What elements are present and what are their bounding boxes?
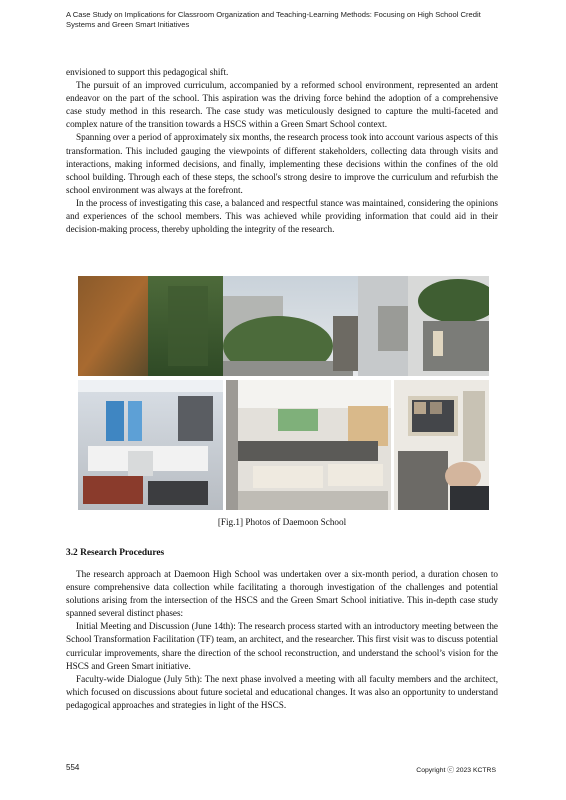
photo-collage [78, 276, 489, 510]
paragraph: Faculty-wide Dialogue (July 5th): The next phase involved a meeting with all faculty members and the architect, which focused on discussions about future societal and educational changes. It was also an opportunity to understand pedagogical approaches and strategies in light of the HSCS. [66, 673, 498, 710]
copyright-notice: Copyright ⓒ 2023 KCTRS [416, 767, 496, 774]
page-number: 554 [66, 763, 80, 772]
body-text-top [66, 66, 498, 236]
school-photos-figure [78, 276, 489, 510]
section-heading: 3.2 Research Procedures [66, 548, 165, 558]
figure-caption: [Fig.1] Photos of Daemoon School [217, 517, 347, 527]
paragraph: In the process of investigating this case, a balanced and respectful stance was maintained, considering the opinions and experiences of the school members. This was achieved while providing information that could aid in their decision-making process, thereby upholding the integrity of the research. [66, 197, 498, 235]
body-text-bottom [66, 568, 498, 712]
running-header: A Case Study on Implications for Classroom Organization and Teaching-Learning Methods: Focusing on High School Credit Systems and Green Smart Initiatives [66, 10, 481, 29]
smart-classroom-photo [394, 380, 489, 510]
exterior-photo [78, 276, 489, 376]
paragraph: The pursuit of an improved curriculum, accompanied by a reformed school environment, represented an ardent endeavor on the part of the school. This aspiration was the driving force behind the adoption of a comprehensive case study method in this research. The case study was meticulously designed to capture the multi-faceted and complex nature of the transition towards a HSCS within a Green Smart School context. [66, 80, 498, 130]
paragraph: envisioned to support this pedagogical shift. [66, 67, 229, 77]
music-room-photo [78, 380, 223, 510]
paragraph: The research approach at Daemoon High School was undertaken over a six-month period, a duration chosen to ensure comprehensive data collection while facilitating a thorough investigation of the challenges and potential solutions arising from the intersection of the HSCS and the Green Smart School initiative. This in-depth case study spanned several distinct phases: [66, 569, 498, 619]
paragraph: Initial Meeting and Discussion (June 14th): The research process started with an introductory meeting between the School Transformation Facilitation (TF) team, an architect, and the researcher. This first visit was to discuss potential curricular improvements, share the direction of the school reconstruction, and understand the school’s vision for the HSCS and Green Smart initiative. [66, 621, 498, 671]
classroom-photo [226, 380, 391, 510]
paragraph: Spanning over a period of approximately six months, the research process took into account various aspects of this transformation. This included gauging the viewpoints of different stakeholders, collecting data through visits and interactions, making informed decisions, and finally, implementing these decisions within the confines of the old school building. Through each of these steps, the school's strong desire to improve the curriculum and refurbish the school environment was always at the forefront. [66, 132, 498, 195]
